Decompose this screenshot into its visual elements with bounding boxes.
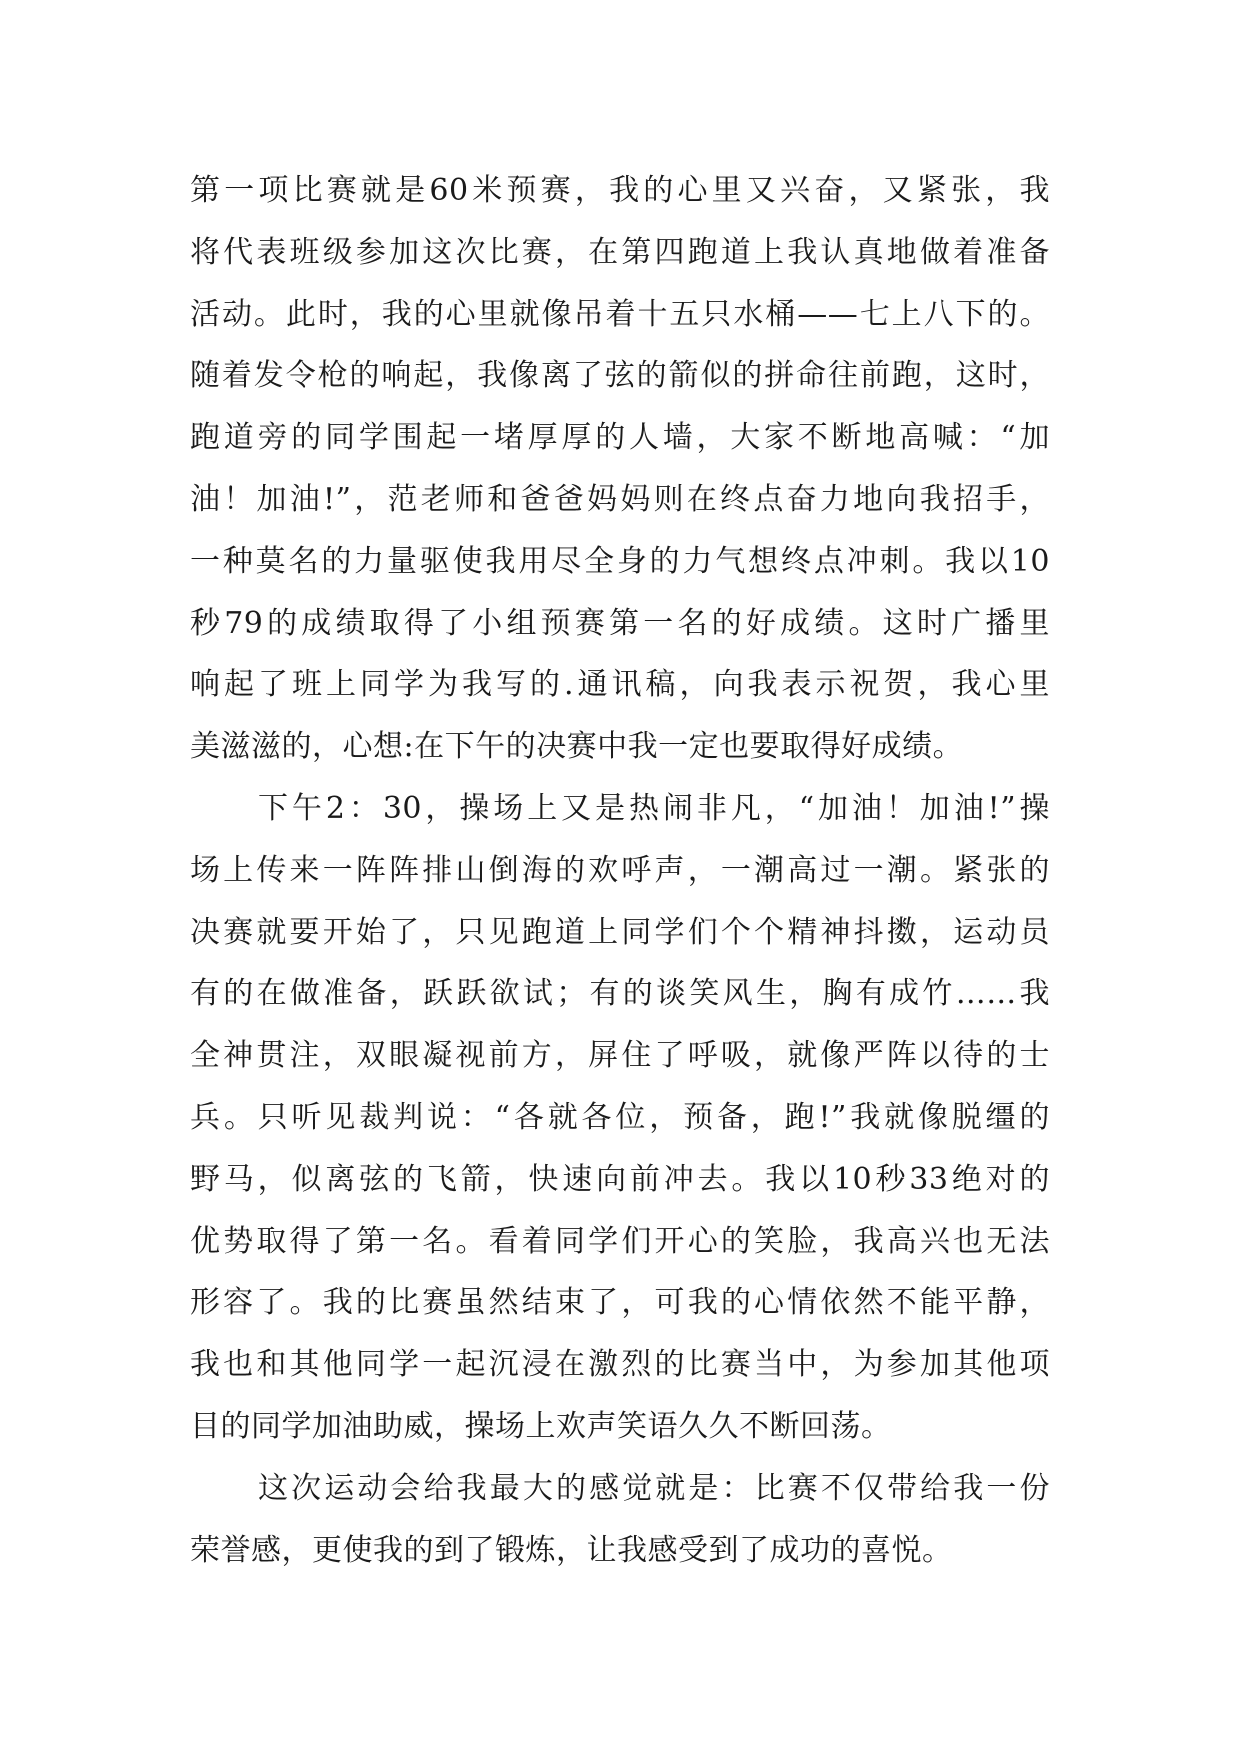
text-line: 秒79的成绩取得了小组预赛第一名的好成绩。这时广播里 — [190, 605, 1050, 641]
text-line: 有的在做准备，跃跃欲试；有的谈笑风生，胸有成竹……我 — [190, 976, 1050, 1012]
text-line: 决赛就要开始了，只见跑道上同学们个个精神抖擞，运动员 — [190, 914, 1050, 950]
paragraph-first-line: 这次运动会给我最大的感觉就是：比赛不仅带给我一份 — [258, 1470, 1050, 1506]
text-line: 美滋滋的，心想:在下午的决赛中我一定也要取得好成绩。 — [190, 729, 964, 765]
text-line: 优势取得了第一名。看着同学们开心的笑脸，我高兴也无法 — [190, 1223, 1050, 1259]
text-line: 跑道旁的同学围起一堵厚厚的人墙，大家不断地高喊：“加 — [190, 420, 1050, 456]
text-line: 响起了班上同学为我写的.通讯稿，向我表示祝贺，我心里 — [190, 667, 1050, 703]
text-line: 随着发令枪的响起，我像离了弦的箭似的拼命往前跑，这时， — [190, 358, 1050, 394]
text-line: 目的同学加油助威，操场上欢声笑语久久不断回荡。 — [190, 1408, 892, 1444]
paragraph-first-line: 下午2：30，操场上又是热闹非凡，“加油！加油!”操 — [258, 790, 1050, 826]
text-line: 第一项比赛就是60米预赛，我的心里又兴奋，又紧张，我 — [190, 173, 1050, 208]
text-line: 形容了。我的比赛虽然结束了，可我的心情依然不能平静， — [190, 1285, 1050, 1321]
text-line: 油！加油!”，范老师和爸爸妈妈则在终点奋力地向我招手， — [190, 481, 1050, 517]
text-line: 兵。只听见裁判说：“各就各位，预备，跑!”我就像脱缰的 — [190, 1099, 1050, 1135]
text-line: 活动。此时，我的心里就像吊着十五只水桶——七上八下的。 — [190, 296, 1050, 332]
text-line: 场上传来一阵阵排山倒海的欢呼声，一潮高过一潮。紧张的 — [190, 852, 1050, 888]
text-line: 全神贯注，双眼凝视前方，屏住了呼吸，就像严阵以待的士 — [190, 1038, 1050, 1074]
text-line: 野马，似离弦的飞箭，快速向前冲去。我以10秒33绝对的 — [190, 1161, 1050, 1197]
text-line: 将代表班级参加这次比赛，在第四跑道上我认真地做着准备 — [190, 234, 1050, 270]
text-line: 一种莫名的力量驱使我用尽全身的力气想终点冲刺。我以10 — [190, 543, 1050, 579]
text-line: 我也和其他同学一起沉浸在激烈的比赛当中，为参加其他项 — [190, 1347, 1050, 1383]
text-line: 荣誉感，更使我的到了锻炼，让我感受到了成功的喜悦。 — [190, 1532, 953, 1568]
essay-body — [190, 160, 1050, 1581]
